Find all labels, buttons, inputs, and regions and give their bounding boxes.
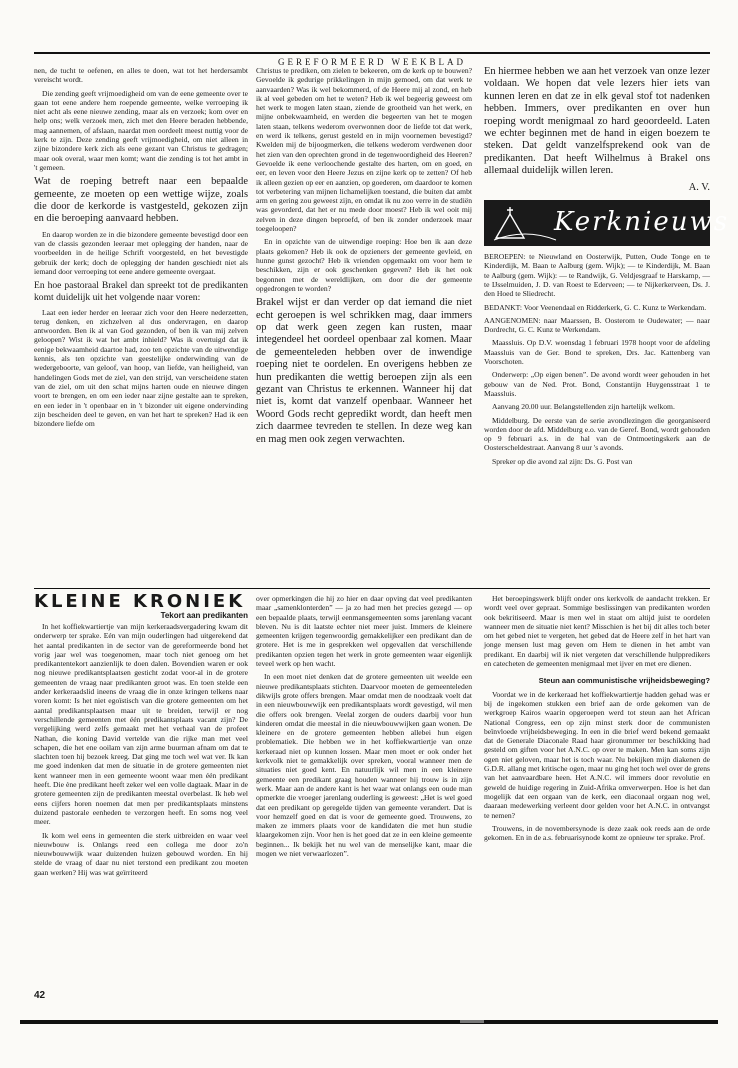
section-divider bbox=[34, 588, 710, 589]
paragraph: In het koffiekwartiertje van mijn kerkeraadsvergadering kwam dit onderwerp ter sprake. Eén van mijn ouderlingen had uitgerekend dat het aantal predikanten in de sector van de gereformeerde bond het vorig jaar wel was toegenomen, maar toch niet genoeg om het predikantentekort aanzienlijk te doen dalen. Bovendien waren er ook nog nieuwe predikantsplaatsen gesticht zodat voor-al in de grotere gemeenten de vraag naar predikanten groot was. En toen stelde een ander kerkeraadslid ineens de vraag die in onze kringen telkens naar voren komt: Is het niet egoïstisch van die grotere gemeenten om het aantal predikantsplaatsen maar uit te breiden, terwijl er nog verschillende gemeenten met één predikantsplaats vacant zijn? De vergelijking werd zelfs gemaakt met het verhaal van de profeet Nathan, die koning David vertelde van die rijke man met veel schapen, die het ene ooilam van zijn arme buurman afnam om dat te slachten toen hij bezoek kreeg. Dat ging me toch wel wat ver. Ik kan me goed indenken dat men de situatie in de grotere gemeenten niet kent wanneer men in een gemeente woont waar men één predikant heeft. Die ène predikant heeft zeker wel een volle dagtaak. Maar in de grotere gemeenten zijn de predikanten meestal overbelast. Ik heb wel eens cijfers horen noemen dat men per predikantsplaats minstens duizend pastorale eenheden te verzorgen heeft. En soms nog veel meer. bbox=[34, 622, 248, 827]
paragraph: Voordat we in de kerkeraad het koffiekwartiertje hadden gehad was er bij de ingekomen stukken een brief aan de orde gekomen van de werkgroep Kairos waarin opgeroepen werd tot steun aan het African National Congress, een op zijn minst sterk door de communisten beïnvloede vrijheidsbeweging. In een in die brief werd bekend gemaakt dat de Generale Diaconale Raad haar gironummer ter beschikking had gesteld om giften voor het A.N.C. op over te maken. Men kan soms zijn ogen niet geloven, maar het is toch waar. Nu bekijken mijn diakenen de G.D.R. allang met kritische ogen, maar nu ging het toch wel over de grens van het aanvaardbare heen. Het A.N.C. wil immers door revolutie en geweld de huidige regering in Zuid-Afrika omverwerpen. Hoe is het dan mogelijk dat een orgaan van de kerk, een diaconaal orgaan nog wel, daaraan medewerking verleent door gelden voor het A.N.C. in ontvangst te nemen? bbox=[484, 689, 710, 820]
footer-bar bbox=[20, 1020, 718, 1024]
kerknieuws-banner bbox=[484, 200, 730, 246]
quote-paragraph: Christus te prediken, om zielen te bekeeren, om de kerk op te bouwen? Gevoelde ik gedurige prikkelingen in mijn gemoed, om dat werk te aanvaarden? Was ik wel bekommerd, of de Heere mij al zond, en heb ik al veel gebeden om het te weten? Heb ik wel begeerig geweest om het werk te mogen laten staan, ziende de grootheid van het werk, en mijne onbekwaamheid, en werden die begeerten van het te mogen laten staan, telkens wederom overwonnen door de liefde tot dat werk, en werd ik telkens, gerust gesteld en in mijn voornemen bevestigd? Kwelden mij de bijoogmerken, die telkens wederom verdwenen door het zien van den oprechten grond in de tegenwoordigheid des Heeren? Gevoelde ik eene verloochende gestalte des harten, om en goed, en eer, en leven voor den Heere Jezus en zijne kerk op te zetten? Of heb ik alleen gezien op eer en aanzien, op goederen, om daardoor te komen tot verbetering van mijnen lichamelijken toestand, die buiten dat ambt arm en gering zou geweest zijn, en omdat ik nu zoo verre in de studiën was gevorderd, dat het er nu mede door moest? Heb ik wel ooit mij zelven in deze dingen beproefd, of ben ik zonder onderzoek maar toegeloopen? bbox=[256, 66, 472, 234]
paragraph: In een moet niet denken dat de grotere gemeenten uit weelde een nieuwe predikantsplaats stichten. Daarvoor moeten de gemeenteleden dikwijls grote offers brengen. Maar omdat men de noodzaak voelt dat in een nieuwbouwwijk een predikantsplaats wordt gevestigd, wil men die offers ook brengen. Veelal zorgen de ouders daarbij voor hun kinderen omdat die meestal in die nieuwbouwwijken gaan wonen. De kleinere en de grotere gemeenten hebben allebei hun eigen problematiek. Die hebben we in het koffiekwartiertje van onze kerkeraad niet op kunnen lossen. Maar men moet er ook onder het kerkvolk niet te gemakkelijk over spreken, vooral wanneer men de situaties niet goed kent. En natuurlijk wil men in een kleinere gemeente een predikant graag houden wanneer hij trouw is in zijn werk. Maar aan de andere kant is het waar wat onlangs een oude man opmerkte die vroeger jarenlang ouderling is geweest: „Het is wel goed dat een predikant op geregelde tijden van gemeente verandert. Dat is voor hemzelf goed en dat is voor de gemeente goed. Trouwens, zo maken ze immers plaats voor de kandidaten die met hun studie klaargekomen zijn. Voor hen is het goed dat ze in een kleine gemeente beginnen... Ik bekijk het nu wel van de menselijke kant, maar die mogen we niet verwaarlozen”. bbox=[256, 672, 472, 859]
news-item: Spreker op die avond zal zijn: Ds. G. Post van bbox=[492, 456, 633, 466]
paragraph: Trouwens, in de novembersynode is deze zaak ook reeds aan de orde gekomen. En in de a.s. februarisynode komt ze opnieuw ter sprake. Prof. bbox=[484, 823, 710, 843]
news-item: Maassluis. Op D.V. woensdag 1 februari 1978 hoopt voor de afdeling Maassluis van de Ger. Bond te spreken, Drs. Jac. Kattenberg van Voorschoten. bbox=[484, 338, 710, 367]
news-item: Onderwerp: „Op eigen benen”. De avond wordt weer gehouden in het gebouw van de Ned. Prot. Bond, Constantijn Huygensstraat 1 te Maassluis. bbox=[484, 370, 710, 398]
lead-paragraph: En hiermee hebben we aan het verzoek van onze lezer voldaan. We hopen dat vele lezers hier iets van kunnen leren en dat ze in elk geval stof tot nadenken hebben. Immers, over predikanten en over hun roeping wordt menigmaal zo hard geoordeeld. Laten we echter beginnen met de hand in eigen boezem te steken. Dat geldt vanzelfsprekend ook van de predikanten. Dat heeft Wilhelmus à Brakel ons allemaal duidelijk willen leren. bbox=[484, 66, 710, 177]
news-item: Aanvang 20.00 uur. Belangstellenden zijn hartelijk welkom. bbox=[492, 402, 675, 412]
paragraph: Ik kom wel eens in gemeenten die sterk uitbreiden en waar veel nieuwbouw is. Onlangs reed een collega me door zo'n nieuwbouwwijk waar duizenden huizen gebouwd worden. En hij stelde de vraag of daar nu niet terstond een predikant zou moeten gaan werken? Hij was wat geïrriteerd bbox=[34, 830, 248, 877]
paragraph: over opmerkingen die hij zo hier en daar opving dat veel predikanten maar „samenklonterden” — ja zo had men het precies gezegd — op een bepaalde plaats, terwijl eenmansgemeenten soms jarenlang vacant bleven. Nu is dit laatste echter niet meer juist. Immers de kleinere gemeenten krijgen tegenwoordig gemakkelijker een predikant dan de grotere. Het is me in gesprekken wel opgevallen dat verschillende predikanten opzien tegen het werk in grote gemeenten waar eigenlijk teveel werk op hen wacht. bbox=[256, 594, 472, 669]
news-item: AANGENOMEN: naar Maarssen, B. Oosterom te Oudewater; — naar Dordrecht, G. C. Kunz te Werkendam. bbox=[484, 315, 710, 335]
paragraph: Het beroepingswerk blijft onder ons kerkvolk de aandacht trekken. Er wordt veel over gepraat. Sommige beslissingen van predikanten worden ook bekritiseerd. Maar is men wel in staat om altijd juist te oordelen wanneer men de situatie niet kent? Misschien is het bij dit alles toch beter om het gebed niet te vergeten, het gebed dat de Heere zelf in het hart van jonge mensen lust mag geven om Hem te dienen in het ambt van predikant. En daarbij wil ik niet vergeten dat verschillende hulppredikers en catecheten de gemeenten menigmaal met ijver en met ere dienen. bbox=[484, 594, 710, 669]
quote-paragraph: Laat een ieder herder en leeraar zich voor den Heere nederzetten, terug denken, en zichzelven al dus ondervragen, en daarop antwoorden. Ben ik al van God gezonden, of ben ik van mij zelven geloopen? Wist ik wat het ambt inhield? Was ik overtuigd dat ik eenige bekwaamheid daartoe had, zoo ten opzichte van de uitwendige kennis, als ten opzichte van geestelijke onderwinding van de wedergeboorte, van geloof, van hoop, van liefde, van heiligheid, van handelingen Gods met de ziel, van den strijd, van verscheidene staten van de ziel, om uit den schat mijns harten oude en nieuwe dingen voort te brengen, en om een ieder naar zijne gestalte aan te spreken, en een ieder in 't openbaar en in 't bizonder uit eigene ondervinding zijn bescheiden deel te geven, en van het hart te spreken? Had ik een bizondere liefde om bbox=[34, 307, 248, 429]
church-icon bbox=[490, 204, 560, 242]
lead-paragraph: En hoe pastoraal Brakel dan spreekt tot de predikanten komt duidelijk uit het volgende naar voren: bbox=[34, 280, 248, 303]
section-subtitle: Tekort aan predikanten bbox=[160, 611, 248, 620]
paragraph: En daarop worden ze in die bizondere gemeente bevestigd door een van de classis gezonden leeraar met oplegging der handen, naar de voorbeelden in de heilige Schrift voorgesteld, en het bevestigde gebruik der kerk; doch de oplegging der handen geschiedt niet als iemand door verroeping tot eene andere gemeente overgaat. bbox=[34, 229, 248, 277]
paragraph: nen, de tucht te oefenen, en alles te doen, wat tot het herdersambt vereischt wordt. bbox=[34, 66, 248, 85]
masthead: GEREFORMEERD WEEKBLAD bbox=[34, 52, 710, 67]
signature: A. V. bbox=[688, 181, 710, 193]
quote-paragraph: En in opzichte van de uitwendige roeping: Hoe ben ik aan deze plaats gekomen? Heb ik ook de opzieners der gemeente gevleid, en hunne gunst gezocht? Heb ik vrienden opgemaakt om voor hem te beschikken, zijn er ook geschenken gegeven? Heb ik het ook begonnen met de wereldlijken, om door die der gemeente opgedrongen te worden? bbox=[256, 237, 472, 293]
column-3 bbox=[484, 66, 730, 586]
lead-paragraph: Wat de roeping betreft naar een bepaalde gemeente, ze moeten op een wettige wijze, zoals die door de kerkorde is vastgesteld, gekozen zijn en die beroeping aanvaard hebben. bbox=[34, 176, 248, 225]
news-item: BEDANKT: Voor Veenendaal en Ridderkerk, G. C. Kunz te Werkendam. bbox=[484, 302, 707, 312]
column-4 bbox=[34, 622, 248, 984]
news-item: BEROEPEN: te Nieuwland en Oosterwijk, Putten, Oude Tonge en te Kinderdijk, M. Baan te Aalburg (gem. Wijk); — te Kinderdijk, M. Baan te Aalburg (gem. Wijk): — te Randwijk, G. Veldjesgraaf te Harskamp, — te IJsselmuiden, J. D. van Roest te Ederveen; — te Nijkerkerveen, Ds. J. den Hoed te Sliedrecht. bbox=[484, 252, 710, 299]
section-title: KLEINE KRONIEK bbox=[34, 591, 246, 612]
column-5 bbox=[256, 594, 472, 984]
lead-paragraph: Brakel wijst er dan verder op dat iemand die niet echt geroepen is wel schrikken mag, daar immers op dat werk geen zegen kan rusten, maar integendeel het oordeel openbaar zal komen. Maar de gemeenteleden hebben over de inwendige roeping niet te oordelen. En overigens hebben ze hun predikanten die wettig beroepen zijn als een gezant van Christus te erkennen. Wanneer hij dat niet is, komt dat vanzelf openbaar. Wanneer het Woord Gods recht gepredikt wordt, dan heeft men zich daarmee tevreden te stellen. In deze weg kan en mag men ook zegen verwachten. bbox=[256, 297, 472, 445]
column-1 bbox=[34, 66, 248, 446]
news-item: Middelburg. De eerste van de serie avondlezingen die georganiseerd worden door de afd. Middelburg e.o. van de Geref. Bond, wordt gehouden op 9 februari a.s. in de hal van de Ontmoetingskerk aan de Oosterscheldestraat. Aanvang 8 uur 's avonds. bbox=[484, 415, 710, 453]
scan-mark bbox=[460, 1020, 484, 1023]
subheading: Steun aan communistische vrijheidsbeweging? bbox=[538, 676, 710, 686]
page-number: 42 bbox=[34, 990, 46, 1001]
column-6 bbox=[484, 594, 710, 984]
column-2 bbox=[256, 66, 472, 586]
banner-title: Kerknieuws bbox=[554, 207, 730, 238]
paragraph: Die zending geeft vrijmoedigheid om van de eene gemeente over te gaan tot eene andere hem roepende gemeente, welke verroeping ik niet acht als eene nieuwe zending, maar als en verzoek; kom over en help ons; welk verzoek men, zich met den Heere beraden hebbende, mag aannemen, of afslaan, naardat men oordeelt meest nuttig voor de kerk te zijn. Deze zending geeft vrijmoedigheid, om niet alleen in zijne bizondere kerk zich als eene gezant van Christus te gedragen; maar ook overal, waar men komt; want die zending is tot het ambt in 't gemeen. bbox=[34, 88, 248, 172]
